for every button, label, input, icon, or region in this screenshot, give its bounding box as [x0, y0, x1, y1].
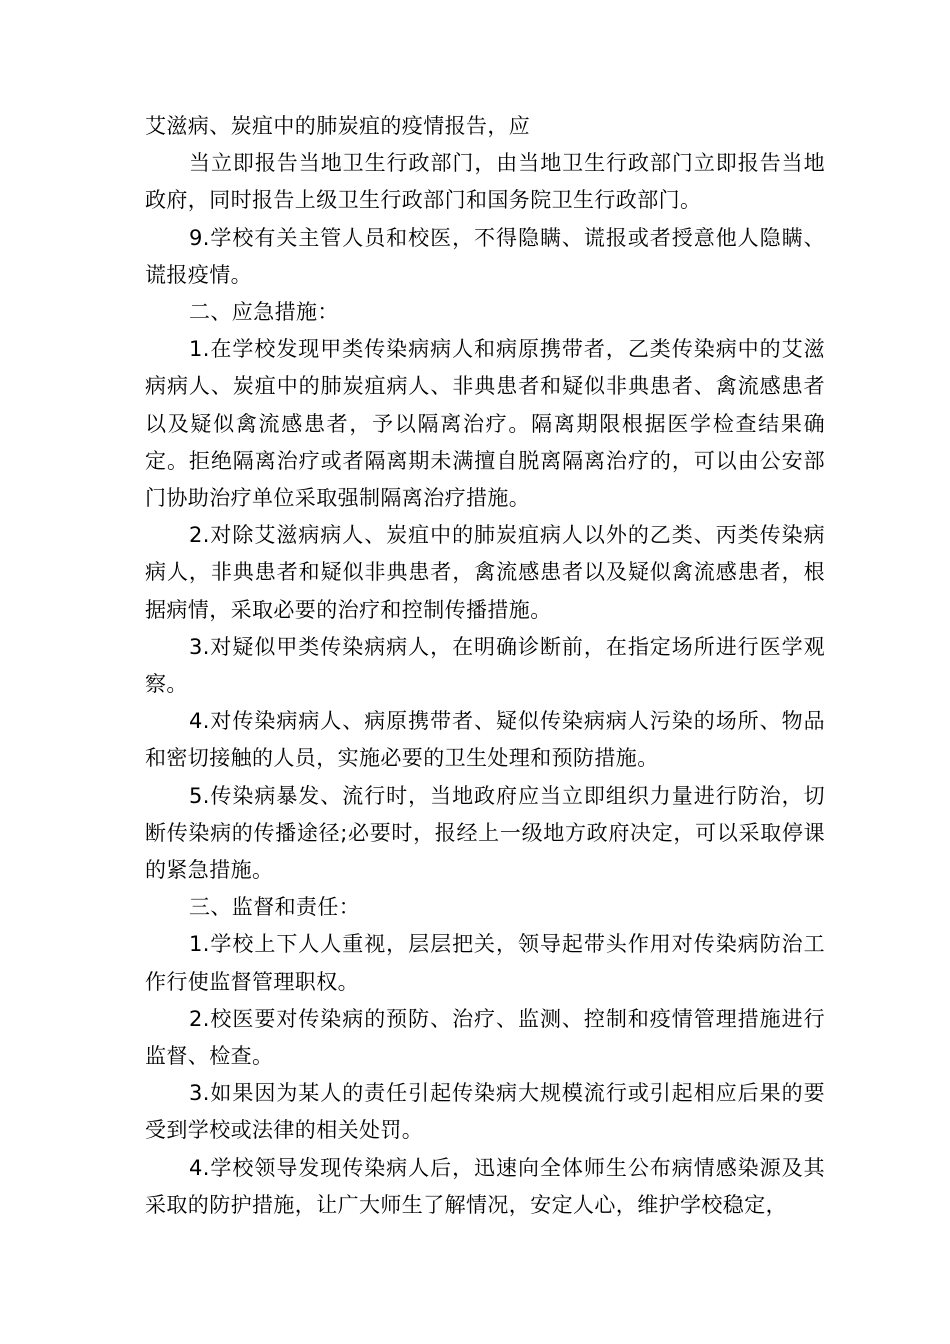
section-heading-emergency-measures: 二、应急措施：: [189, 300, 339, 325]
paragraph-3: 9.学校有关主管人员和校医，不得隐瞒、谎报或者授意他人隐瞒、谎报疫情。: [145, 225, 825, 287]
paragraph-8: 4.对传染病病人、病原携带者、疑似传染病病人污染的场所、物品和密切接触的人员，实施必要的卫生处理和预防措施。: [145, 709, 825, 771]
section-heading-supervision: 三、监督和责任：: [189, 895, 361, 920]
paragraph-14: 4.学校领导发现传染病人后，迅速向全体师生公布病情感染源及其采取的防护措施，让广大师生了解情况，安定人心，维护学校稳定，: [145, 1155, 825, 1217]
paragraph-6: 2.对除艾滋病病人、炭疽中的肺炭疽病人以外的乙类、丙类传染病病人，非典患者和疑似非典患者，禽流感患者以及疑似禽流感患者，根据病情，采取必要的治疗和控制传播措施。: [145, 523, 825, 622]
paragraph-13: 3.如果因为某人的责任引起传染病大规模流行或引起相应后果的要受到学校或法律的相关处罚。: [145, 1081, 825, 1143]
paragraph-12: 2.校医要对传染病的预防、治疗、监测、控制和疫情管理措施进行监督、检查。: [145, 1006, 825, 1069]
paragraph-11: 1.学校上下人人重视，层层把关，领导起带头作用对传染病防治工作行使监督管理职权。: [145, 932, 825, 994]
paragraph-7: 3.对疑似甲类传染病病人，在明确诊断前，在指定场所进行医学观察。: [145, 634, 825, 697]
paragraph-1: 艾滋病、炭疽中的肺炭疽的疫情报告，应: [145, 114, 531, 138]
paragraph-2: 当立即报告当地卫生行政部门，由当地卫生行政部门立即报告当地政府，同时报告上级卫生行政部门和国务院卫生行政部门。: [145, 151, 825, 213]
document-body: [145, 108, 825, 1224]
paragraph-5: 1.在学校发现甲类传染病病人和病原携带者，乙类传染病中的艾滋病病人、炭疽中的肺炭疽病人、非典患者和疑似非典患者、禽流感患者以及疑似禽流感患者，予以隔离治疗。隔离期限根据医学检查结果确定。拒绝隔离治疗或者隔离期未满擅自脱离隔离治疗的，可以由公安部门协助治疗单位采取强制隔离治疗措施。: [145, 337, 825, 511]
paragraph-9: 5.传染病暴发、流行时，当地政府应当立即组织力量进行防治，切断传染病的传播途径;必要时，报经上一级地方政府决定，可以采取停课的紧急措施。: [145, 783, 825, 883]
